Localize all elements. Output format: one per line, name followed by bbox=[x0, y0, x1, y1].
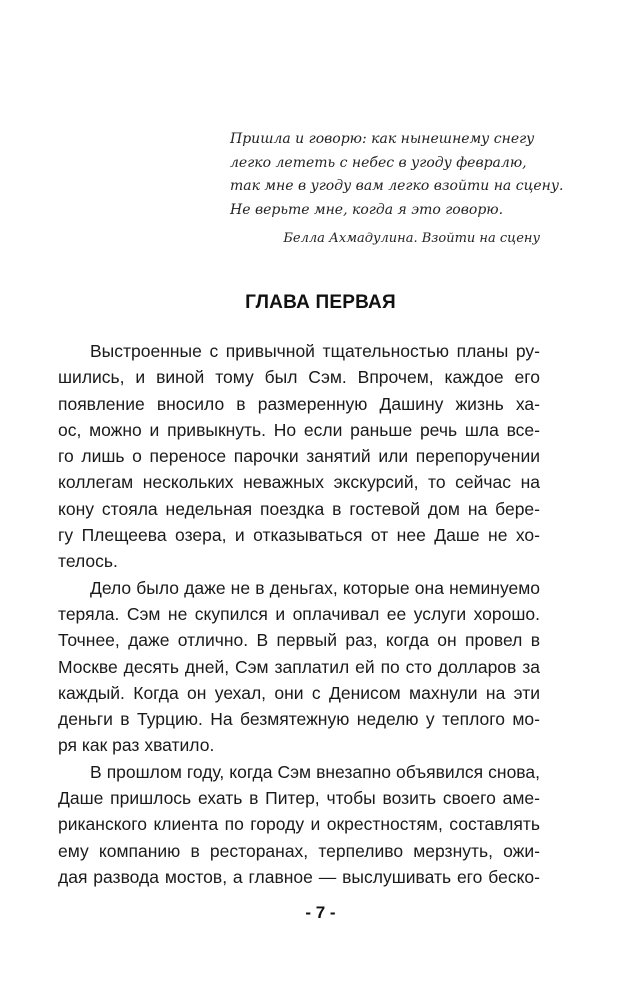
text-line: каждый. Когда он уехал, они с Денисом махнули на эти bbox=[58, 682, 540, 703]
text-line: Даше пришлось ехать в Питер, чтобы возить своего аме- bbox=[58, 788, 540, 809]
epigraph-line: легко лететь с небес в угоду февралю, bbox=[230, 154, 527, 171]
epigraph bbox=[230, 128, 564, 251]
text-line: теряла. Сэм не скупился и оплачивал ее услуги хорошо. bbox=[58, 603, 540, 624]
text-line: дая развода мостов, а главное — выслушивать его беско- bbox=[58, 866, 540, 887]
text-line: риканского клиента по городу и окрестностям, составлять bbox=[58, 814, 540, 835]
text-line: ему компанию в ресторанах, терпеливо мерзнуть, ожи- bbox=[58, 840, 540, 861]
chapter-body bbox=[58, 338, 540, 890]
text-line: кону стояла недельная поездка в гостевой дом на бере- bbox=[58, 498, 540, 519]
text-line: телось. bbox=[58, 551, 118, 572]
epigraph-line: Пришла и говорю: как нынешнему снегу bbox=[230, 131, 535, 147]
epigraph-attribution: Белла Ахмадулина. Взойти на сцену bbox=[283, 231, 540, 246]
text-line: Дело было даже не в деньгах, которые она неминуемо bbox=[90, 577, 540, 598]
text-line: гу Плещеева озера, и отказываться от нее Даше не хо- bbox=[58, 525, 540, 546]
text-line: деньги в Турцию. На безмятежную неделю у теплого мо- bbox=[58, 709, 540, 730]
text-line: Москве десять дней, Сэм заплатил ей по сто долларов за bbox=[58, 656, 540, 677]
text-line: шились, и виной тому был Сэм. Впрочем, каждое его bbox=[58, 367, 540, 388]
text-line: Точнее, даже отлично. В первый раз, когда он провел в bbox=[58, 630, 540, 651]
text-line: ря как раз хватило. bbox=[58, 735, 215, 756]
text-line: Выстроенные с привычной тщательностью планы ру- bbox=[90, 341, 540, 361]
text-line: коллегам нескольких неважных экскурсий, то сейчас на bbox=[58, 472, 540, 493]
text-line: ос, можно и привыкнуть. Но если раньше речь шла все- bbox=[58, 419, 540, 440]
text-line: го лишь о переносе парочки занятий или перепоручении bbox=[58, 446, 540, 467]
epigraph-line: так мне в угоду вам легко взойти на сцену. bbox=[230, 178, 564, 194]
epigraph-line: Не верьте мне, когда я это говорю. bbox=[230, 201, 504, 218]
text-line: В прошлом году, когда Сэм внезапно объявился снова, bbox=[90, 761, 540, 782]
text-line: появление вносило в размеренную Дашину жизнь ха- bbox=[58, 393, 540, 414]
chapter-title: ГЛАВА ПЕРВАЯ bbox=[245, 292, 396, 313]
page-number: - 7 - bbox=[305, 903, 336, 922]
